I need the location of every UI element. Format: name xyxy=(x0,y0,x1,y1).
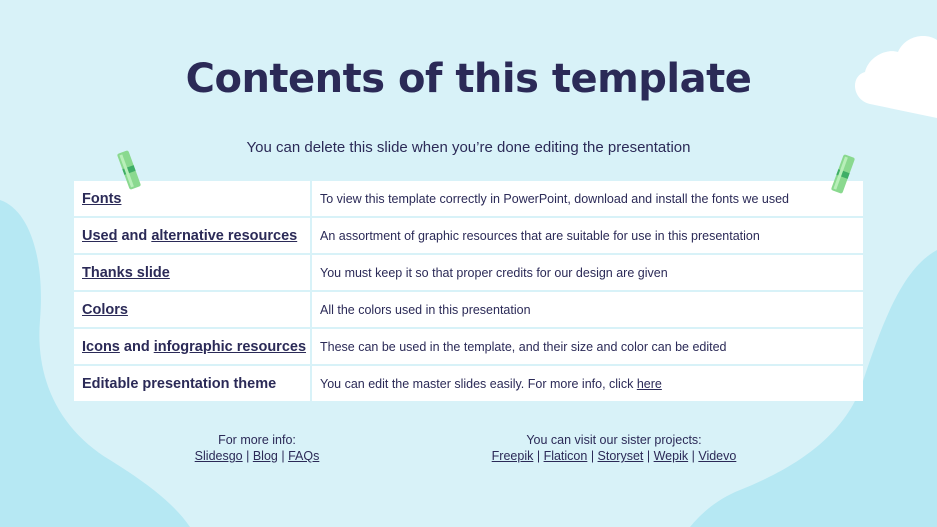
row-topic xyxy=(74,255,310,290)
link-colors[interactable]: Colors xyxy=(82,301,128,318)
link-storyset[interactable]: Storyset xyxy=(597,449,644,463)
link-videvo[interactable]: Videvo xyxy=(698,449,737,463)
link-slidesgo[interactable]: Slidesgo xyxy=(194,449,243,463)
footer-sister-projects-label: You can visit our sister projects: xyxy=(526,433,702,447)
text-segment: You must keep it so that proper credits for our design are given xyxy=(320,265,668,280)
row-description xyxy=(312,366,863,401)
link-alternative-resources[interactable]: alternative resources xyxy=(151,227,298,244)
footer-more-info-label: For more info: xyxy=(218,433,296,447)
link-separator: | xyxy=(688,449,699,463)
row-topic xyxy=(74,292,310,327)
footer-more-info xyxy=(157,432,357,464)
text-segment: You can edit the master slides easily. For more info, click xyxy=(320,376,637,391)
table-row xyxy=(74,218,863,253)
text-segment: An assortment of graphic resources that are suitable for use in this presentation xyxy=(320,228,760,243)
row-topic xyxy=(74,366,310,401)
link-icons[interactable]: Icons xyxy=(82,338,120,355)
link-wepik[interactable]: Wepik xyxy=(653,449,689,463)
page-title: Contents of this template xyxy=(185,56,752,102)
text-segment: and xyxy=(117,227,152,244)
link-separator: | xyxy=(277,449,289,463)
footer-more-info-links xyxy=(157,448,357,464)
link-separator: | xyxy=(587,449,598,463)
link-separator: | xyxy=(643,449,654,463)
row-topic xyxy=(74,181,310,216)
link-separator: | xyxy=(533,449,544,463)
link-flaticon[interactable]: Flaticon xyxy=(543,449,588,463)
link-infographic-resources[interactable]: infographic resources xyxy=(153,338,307,355)
contents-table xyxy=(74,181,863,403)
table-row xyxy=(74,181,863,216)
page-subtitle: You can delete this slide when you’re done editing the presentation xyxy=(246,139,691,156)
link-separator: | xyxy=(242,449,253,463)
footer-sister-projects-links xyxy=(464,448,764,464)
row-topic xyxy=(74,329,310,364)
row-description xyxy=(312,255,863,290)
text-segment: All the colors used in this presentation xyxy=(320,302,531,317)
link-blog[interactable]: Blog xyxy=(252,449,278,463)
text-segment: Editable presentation theme xyxy=(82,375,277,392)
table-row xyxy=(74,366,863,401)
link-faqs[interactable]: FAQs xyxy=(288,449,320,463)
text-segment: and xyxy=(119,338,154,355)
table-row xyxy=(74,255,863,290)
link-fonts[interactable]: Fonts xyxy=(82,190,122,207)
row-description xyxy=(312,218,863,253)
left-clip-icon xyxy=(112,147,146,193)
right-clip-icon xyxy=(826,151,860,197)
link-thanks-slide[interactable]: Thanks slide xyxy=(82,264,170,281)
row-topic xyxy=(74,218,310,253)
table-row xyxy=(74,329,863,364)
link-used[interactable]: Used xyxy=(82,227,118,244)
row-description xyxy=(312,181,863,216)
text-segment: To view this template correctly in PowerPoint, download and install the fonts we used xyxy=(320,191,789,206)
footer-sister-projects xyxy=(464,432,764,464)
link-here[interactable]: here xyxy=(636,376,662,391)
row-description xyxy=(312,329,863,364)
text-segment: These can be used in the template, and their size and color can be edited xyxy=(320,339,727,354)
link-freepik[interactable]: Freepik xyxy=(491,449,534,463)
table-row xyxy=(74,292,863,327)
row-description xyxy=(312,292,863,327)
